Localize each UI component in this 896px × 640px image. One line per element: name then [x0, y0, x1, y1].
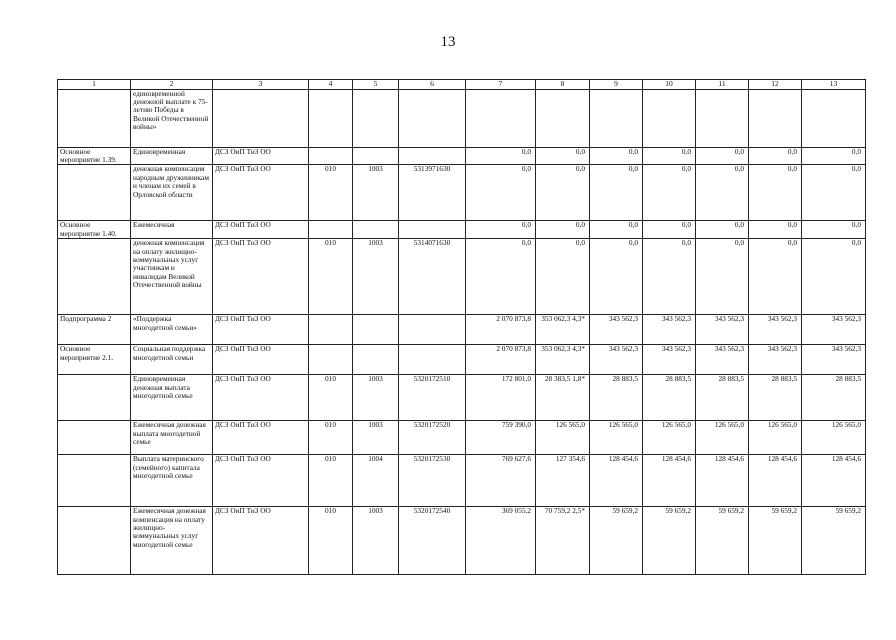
cell-col-8	[536, 89, 590, 147]
cell-col-11: 59 659,2	[696, 507, 749, 575]
cell-col-13: 0,0	[802, 221, 866, 239]
cell-col-8: 127 354,6	[536, 455, 590, 507]
cell-col-4: 010	[309, 165, 353, 221]
cell-col-10: 0,0	[643, 221, 696, 239]
cell-col-8: 126 565,0	[536, 421, 590, 455]
cell-col-1	[58, 455, 131, 507]
cell-col-12: 126 565,0	[749, 421, 802, 455]
cell-col-11: 0,0	[696, 147, 749, 165]
cell-col-7: 369 055,2	[466, 507, 536, 575]
header-row	[58, 80, 866, 90]
cell-col-13: 59 659,2	[802, 507, 866, 575]
cell-col-10: 343 562,3	[643, 345, 696, 375]
cell-col-12: 59 659,2	[749, 507, 802, 575]
cell-col-6: 5320172540	[399, 507, 466, 575]
cell-col-7: 2 070 873,8	[466, 345, 536, 375]
cell-col-12: 343 562,3	[749, 345, 802, 375]
cell-col-2: Ежемесячная денежная компенсация на оплату жилищно-коммунальных услуг многодетной семье	[131, 507, 213, 575]
table-row	[58, 421, 866, 455]
cell-col-9: 59 659,2	[590, 507, 643, 575]
table-row	[58, 455, 866, 507]
cell-col-4	[309, 89, 353, 147]
table-row	[58, 507, 866, 575]
cell-col-2: Ежемесячная денежная выплата многодетной семье	[131, 421, 213, 455]
cell-col-7: 0,0	[466, 165, 536, 221]
cell-col-7: 0,0	[466, 147, 536, 165]
cell-col-1: Основное мероприятие 1.39.	[58, 147, 131, 165]
cell-col-4	[309, 221, 353, 239]
cell-col-12: 0,0	[749, 147, 802, 165]
cell-col-6	[399, 315, 466, 345]
cell-col-11: 343 562,3	[696, 345, 749, 375]
cell-col-2: Выплата материнского (семейного) капитала многодетной семье	[131, 455, 213, 507]
cell-col-13: 28 883,5	[802, 375, 866, 421]
cell-col-6	[399, 147, 466, 165]
cell-col-2: «Поддержка многодетной семьи»	[131, 315, 213, 345]
column-header-12: 12	[749, 80, 802, 90]
cell-col-8: 70 759,2 2,5*	[536, 507, 590, 575]
table-row	[58, 345, 866, 375]
cell-col-5: 1003	[353, 421, 399, 455]
cell-col-1: Основное мероприятие 2.1.	[58, 345, 131, 375]
cell-col-13: 0,0	[802, 239, 866, 315]
cell-col-9: 28 883,5	[590, 375, 643, 421]
cell-col-5: 1003	[353, 375, 399, 421]
cell-col-8: 0,0	[536, 221, 590, 239]
cell-col-12: 343 562,3	[749, 315, 802, 345]
column-header-1: 1	[58, 80, 131, 90]
table-row	[58, 239, 866, 315]
cell-col-2: единовременной денежной выплате к 75-летию Победы в Великой Отечественной войны»	[131, 89, 213, 147]
column-header-13: 13	[802, 80, 866, 90]
column-header-6: 6	[399, 80, 466, 90]
cell-col-3: ДСЗ ОиП ТиЗ ОО	[213, 239, 309, 315]
cell-col-4: 010	[309, 421, 353, 455]
column-header-10: 10	[643, 80, 696, 90]
column-header-4: 4	[309, 80, 353, 90]
cell-col-3: ДСЗ ОиП ТиЗ ОО	[213, 221, 309, 239]
cell-col-9: 343 562,3	[590, 345, 643, 375]
cell-col-4: 010	[309, 239, 353, 315]
cell-col-6: 5314071630	[399, 239, 466, 315]
cell-col-5: 1003	[353, 239, 399, 315]
cell-col-7: 769 627,6	[466, 455, 536, 507]
table-row	[58, 375, 866, 421]
table-row	[58, 221, 866, 239]
cell-col-13: 0,0	[802, 147, 866, 165]
cell-col-3: ДСЗ ОиП ТиЗ ОО	[213, 375, 309, 421]
cell-col-3: ДСЗ ОиП ТиЗ ОО	[213, 455, 309, 507]
cell-col-10: 0,0	[643, 147, 696, 165]
cell-col-2: Единовременная	[131, 147, 213, 165]
cell-col-1	[58, 507, 131, 575]
cell-col-6	[399, 89, 466, 147]
cell-col-13: 343 562,3	[802, 315, 866, 345]
column-header-2: 2	[131, 80, 213, 90]
cell-col-5: 1004	[353, 455, 399, 507]
cell-col-10	[643, 89, 696, 147]
cell-col-5: 1003	[353, 165, 399, 221]
cell-col-5	[353, 221, 399, 239]
cell-col-10: 128 454,6	[643, 455, 696, 507]
cell-col-8: 0,0	[536, 165, 590, 221]
cell-col-7: 0,0	[466, 239, 536, 315]
cell-col-1	[58, 375, 131, 421]
cell-col-11	[696, 89, 749, 147]
cell-col-13: 0,0	[802, 165, 866, 221]
cell-col-11: 343 562,3	[696, 315, 749, 345]
cell-col-9: 343 562,3	[590, 315, 643, 345]
cell-col-2: денежная компенсация на оплату жилищно-коммунальных услуг участникам и инвалидам Великой Отечественной войны	[131, 239, 213, 315]
cell-col-8: 28 383,5 1,8*	[536, 375, 590, 421]
cell-col-11: 28 883,5	[696, 375, 749, 421]
cell-col-2: Единовременная денежная выплата многодетной семье	[131, 375, 213, 421]
cell-col-12: 0,0	[749, 239, 802, 315]
cell-col-1	[58, 421, 131, 455]
budget-table	[57, 79, 866, 575]
cell-col-10: 0,0	[643, 239, 696, 315]
cell-col-9: 0,0	[590, 221, 643, 239]
cell-col-3: ДСЗ ОиП ТиЗ ОО	[213, 147, 309, 165]
cell-col-11: 128 454,6	[696, 455, 749, 507]
cell-col-1	[58, 89, 131, 147]
cell-col-4: 010	[309, 375, 353, 421]
cell-col-5	[353, 315, 399, 345]
cell-col-12: 28 883,5	[749, 375, 802, 421]
cell-col-8: 0,0	[536, 239, 590, 315]
cell-col-4: 010	[309, 455, 353, 507]
table-row	[58, 315, 866, 345]
cell-col-10: 59 659,2	[643, 507, 696, 575]
cell-col-2: Социальная поддержка многодетной семьи	[131, 345, 213, 375]
cell-col-4	[309, 315, 353, 345]
cell-col-12: 0,0	[749, 221, 802, 239]
cell-col-5	[353, 147, 399, 165]
cell-col-6	[399, 345, 466, 375]
cell-col-1: Основное мероприятие 1.40.	[58, 221, 131, 239]
cell-col-4	[309, 147, 353, 165]
cell-col-13: 343 562,3	[802, 345, 866, 375]
cell-col-9	[590, 89, 643, 147]
column-header-8: 8	[536, 80, 590, 90]
column-header-11: 11	[696, 80, 749, 90]
column-header-7: 7	[466, 80, 536, 90]
cell-col-12	[749, 89, 802, 147]
page-number: 13	[440, 34, 456, 50]
cell-col-5	[353, 345, 399, 375]
cell-col-7: 0,0	[466, 221, 536, 239]
cell-col-11: 0,0	[696, 165, 749, 221]
cell-col-11: 126 565,0	[696, 421, 749, 455]
table-row	[58, 147, 866, 165]
cell-col-9: 128 454,6	[590, 455, 643, 507]
cell-col-9: 126 565,0	[590, 421, 643, 455]
cell-col-1: Подпрограмма 2	[58, 315, 131, 345]
column-header-5: 5	[353, 80, 399, 90]
cell-col-7: 2 070 873,8	[466, 315, 536, 345]
column-header-9: 9	[590, 80, 643, 90]
cell-col-10: 343 562,3	[643, 315, 696, 345]
cell-col-1	[58, 165, 131, 221]
cell-col-6	[399, 221, 466, 239]
cell-col-6: 5320172530	[399, 455, 466, 507]
table-row	[58, 89, 866, 147]
cell-col-7	[466, 89, 536, 147]
cell-col-2: Ежемесячная	[131, 221, 213, 239]
cell-col-7: 172 801,0	[466, 375, 536, 421]
cell-col-10: 126 565,0	[643, 421, 696, 455]
cell-col-5	[353, 89, 399, 147]
cell-col-4	[309, 345, 353, 375]
cell-col-7: 759 390,0	[466, 421, 536, 455]
cell-col-3: ДСЗ ОиП ТиЗ ОО	[213, 507, 309, 575]
cell-col-13: 128 454,6	[802, 455, 866, 507]
cell-col-9: 0,0	[590, 165, 643, 221]
cell-col-13	[802, 89, 866, 147]
cell-col-3: ДСЗ ОиП ТиЗ ОО	[213, 345, 309, 375]
cell-col-11: 0,0	[696, 221, 749, 239]
cell-col-3: ДСЗ ОиП ТиЗ ОО	[213, 315, 309, 345]
cell-col-6: 5320172510	[399, 375, 466, 421]
cell-col-3: ДСЗ ОиП ТиЗ ОО	[213, 165, 309, 221]
column-header-3: 3	[213, 80, 309, 90]
cell-col-5: 1003	[353, 507, 399, 575]
cell-col-8: 353 062,3 4,3*	[536, 315, 590, 345]
cell-col-13: 126 565,0	[802, 421, 866, 455]
cell-col-9: 0,0	[590, 147, 643, 165]
cell-col-2: денежная компенсация народным дружинникам и членам их семей в Орловской области	[131, 165, 213, 221]
table-row	[58, 165, 866, 221]
cell-col-11: 0,0	[696, 239, 749, 315]
cell-col-6: 5313971630	[399, 165, 466, 221]
cell-col-3: ДСЗ ОиП ТиЗ ОО	[213, 421, 309, 455]
cell-col-1	[58, 239, 131, 315]
cell-col-4: 010	[309, 507, 353, 575]
cell-col-12: 0,0	[749, 165, 802, 221]
cell-col-3	[213, 89, 309, 147]
cell-col-10: 0,0	[643, 165, 696, 221]
cell-col-10: 28 883,5	[643, 375, 696, 421]
cell-col-8: 353 062,3 4,3*	[536, 345, 590, 375]
cell-col-8: 0,0	[536, 147, 590, 165]
cell-col-12: 128 454,6	[749, 455, 802, 507]
cell-col-6: 5320172520	[399, 421, 466, 455]
cell-col-9: 0,0	[590, 239, 643, 315]
